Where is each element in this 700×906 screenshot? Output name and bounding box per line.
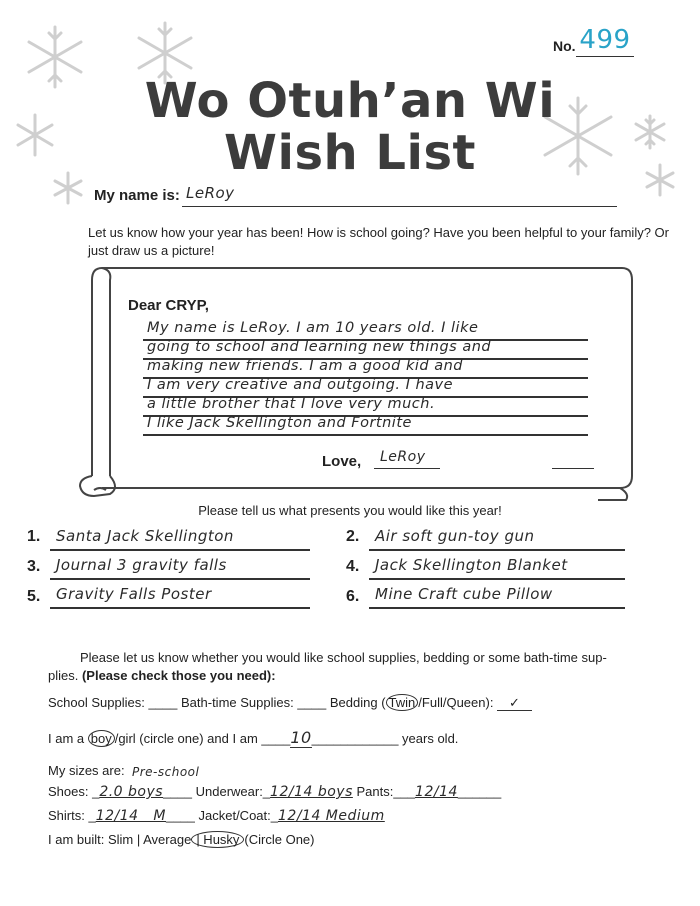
shoes-value[interactable]: 2.0 boys [99, 784, 164, 800]
build-instruction: (Circle One) [244, 832, 315, 847]
identity-row [48, 728, 458, 747]
wish-number-4: 4. [346, 558, 360, 575]
sizes-row-1 [48, 784, 501, 800]
bedding-check[interactable]: ✓ [497, 695, 532, 711]
intro-line-1: Let us know how your year has been! How is school going? Have you been helpful to your family? Or [88, 225, 669, 240]
signature-gap [440, 446, 552, 470]
jacket-label: ____ Jacket/Coat:_ [165, 808, 278, 823]
letter-line-2: going to school and learning new things and [147, 339, 492, 355]
pants-value[interactable]: 12/14 [415, 784, 458, 800]
page-title-line1: Wo Otuh’an Wi [144, 73, 556, 129]
page-title-line2: Wish List [224, 125, 476, 181]
wish-text-1: Santa Jack Skellington [56, 527, 234, 545]
wish-number-5: 5. [27, 588, 41, 605]
letter-line-6: I like Jack Skellington and Fortnite [147, 415, 412, 431]
supplies-prompt-line1: Please let us know whether you would like school supplies, bedding or some bath-time sup- [80, 650, 607, 665]
wish-text-6: Mine Craft cube Pillow [375, 585, 553, 603]
form-number-value: 499 [576, 24, 634, 57]
wish-field-4[interactable] [369, 556, 625, 580]
bath-supplies-field[interactable]: Bath-time Supplies: ____ [181, 695, 327, 710]
underwear-value[interactable]: 12/14 boys [270, 784, 353, 800]
bedding-options: /Full/Queen): [418, 695, 498, 710]
wish-field-2[interactable] [369, 527, 625, 551]
age-suffix: ____________ years old. [311, 731, 459, 746]
wish-text-4: Jack Skellington Blanket [375, 556, 568, 574]
husky-circled[interactable]: | Husky [191, 831, 244, 848]
shoes-note: Pre-school [132, 765, 200, 779]
shirts-label: Shirts: _ [48, 808, 96, 823]
bedding-label: Bedding ( [329, 695, 386, 710]
wish-field-6[interactable] [369, 585, 625, 609]
wish-number-3: 3. [27, 558, 41, 575]
name-field[interactable] [182, 184, 617, 207]
i-am-label: I am a [48, 731, 88, 746]
wish-text-3: Journal 3 gravity falls [56, 556, 227, 574]
jacket-value[interactable]: 12/14 Medium [278, 808, 385, 824]
supplies-prompt-line2 [48, 668, 276, 683]
age-value[interactable]: 10 [290, 728, 312, 747]
form-number-label: No. [553, 38, 576, 54]
letter-greeting: Dear CRYP, [128, 297, 209, 314]
letter-signature: LeRoy [380, 449, 426, 465]
letter-line-4: I am very creative and outgoing. I have [147, 377, 454, 393]
wish-field-3[interactable] [50, 556, 310, 580]
supplies-row [48, 695, 532, 711]
school-supplies-field[interactable]: School Supplies: ____ [48, 695, 178, 710]
girl-option: /girl (circle one) and I am ____ [114, 731, 291, 746]
wish-field-1[interactable] [50, 527, 310, 551]
bedding-twin-circled[interactable]: Twin [386, 694, 419, 711]
pants-label: Pants:___ [352, 784, 416, 799]
boy-circled[interactable]: boy [88, 730, 115, 747]
supplies-prompt-plies: plies. [48, 668, 82, 683]
supplies-check-instruction: (Please check those you need): [81, 668, 276, 683]
wish-number-2: 2. [346, 528, 360, 545]
wish-number-6: 6. [346, 588, 360, 605]
wish-text-5: Gravity Falls Poster [56, 585, 212, 603]
name-value: LeRoy [186, 184, 235, 202]
sizes-header: My sizes are: [48, 763, 125, 778]
wish-number-1: 1. [27, 528, 41, 545]
letter-line-1: My name is LeRoy. I am 10 years old. I like [147, 320, 479, 336]
build-row [48, 832, 315, 847]
wish-text-2: Air soft gun-toy gun [375, 527, 535, 545]
presents-prompt: Please tell us what presents you would like this year! [198, 503, 502, 518]
letter-line-5: a little brother that I love very much. [147, 396, 436, 412]
name-label: My name is: [94, 187, 180, 204]
pants-tail: ______ [457, 784, 502, 799]
underwear-label: ____ Underwear:_ [163, 784, 271, 799]
shoes-label: Shoes: _ [48, 784, 100, 799]
letter-line-3: making new friends. I am a good kid and [147, 358, 463, 374]
wish-field-5[interactable] [50, 585, 310, 609]
sizes-row-2 [48, 808, 385, 824]
build-options: I am built: Slim | Average [48, 832, 192, 847]
letter-closing-label: Love, [322, 453, 362, 470]
intro-line-2: just draw us a picture! [88, 243, 215, 258]
shirts-value[interactable]: 12/14 M [95, 808, 166, 824]
